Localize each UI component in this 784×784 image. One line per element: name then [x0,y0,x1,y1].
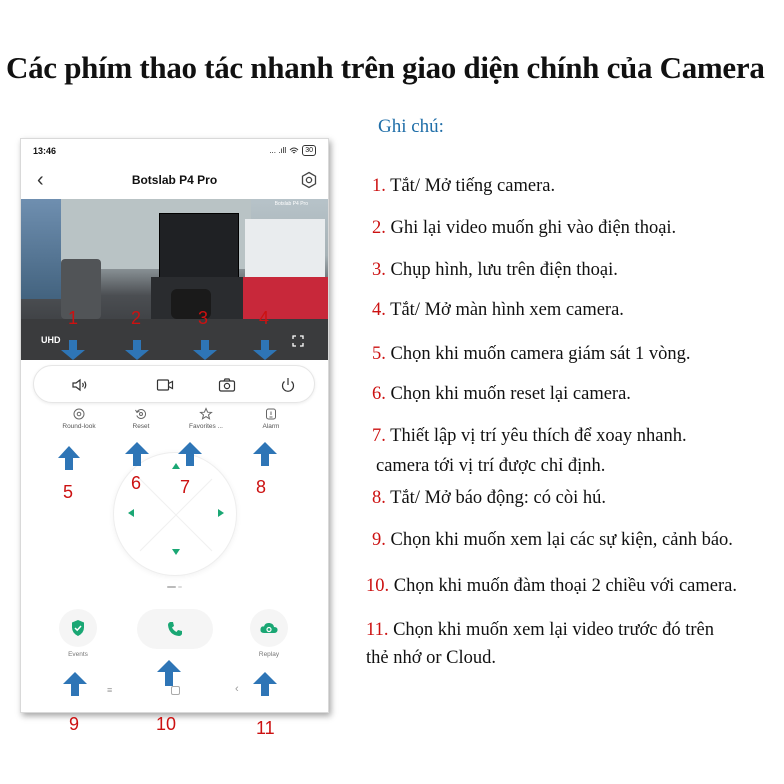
back-button[interactable]: ‹ [37,169,44,191]
alarm-icon [264,407,278,421]
round-look-icon [72,407,86,421]
events-label: Events [68,651,88,658]
status-bar [21,139,328,165]
quick-toolbar [33,365,315,403]
note-8 [372,486,606,510]
note-text: Chọn khi muốn reset lại camera. [385,384,631,404]
note-number: 7. [372,426,386,446]
callout-11: 11 [256,718,275,738]
note-7 [372,424,687,448]
note-2 [372,216,676,240]
wifi-icon [289,147,299,155]
reset-button[interactable] [111,407,171,430]
note-text: Chụp hình, lưu trên điện thoại. [385,260,618,280]
video-scene-chair [61,259,101,319]
favorites-label: Favorites ... [189,423,223,430]
ptz-joystick[interactable] [113,452,237,576]
arrow-right-icon[interactable] [218,509,224,517]
callout-7: 7 [180,477,191,497]
reset-label: Reset [132,423,150,430]
note-10 [366,574,737,598]
signal-icon: ... .ıll [269,146,287,155]
round-look-button[interactable] [49,407,109,430]
app-bar [21,165,328,199]
note-text: Tắt/ Mở tiếng camera. [385,176,556,196]
record-video-icon[interactable] [155,375,175,395]
note-number: 5. [372,344,386,364]
callout-8: 8 [256,477,267,497]
status-icons [269,145,316,156]
note-number: 4. [372,300,386,320]
note-4 [372,298,624,322]
speaker-icon[interactable] [70,375,90,395]
page-dot [178,586,182,588]
replay-label: Replay [258,651,280,658]
arrow-down-icon[interactable] [172,549,180,555]
note-text: Chọn khi muốn xem lại video trước đó trên [388,620,714,640]
note-text: Tắt/ Mở màn hình xem camera. [385,300,624,320]
settings-icon[interactable] [300,171,318,189]
replay-button[interactable] [250,609,288,647]
video-overlay-text: Botslab P4 Pro [274,201,308,207]
note-text: Chọn khi muốn xem lại các sự kiện, cảnh báo. [385,530,733,550]
reset-icon [134,407,148,421]
note-number: 6. [372,384,386,404]
nav-back-icon[interactable]: ‹ [235,683,239,695]
note-text: Tắt/ Mở báo động: có còi hú. [385,488,606,508]
menu-icon[interactable]: ≡ [107,685,113,695]
callout-1: 1 [68,308,79,328]
app-title: Botslab P4 Pro [131,173,218,187]
events-button[interactable] [59,609,97,647]
note-6 [372,382,631,406]
callout-9: 9 [69,714,80,734]
system-navbar [21,683,328,703]
phone-screenshot [20,138,329,713]
power-icon[interactable] [278,375,298,395]
note-3 [372,258,618,282]
page-title: Các phím thao tác nhanh trên giao diện chính của Camera [6,50,765,85]
callout-6: 6 [131,473,142,493]
page-indicator [167,586,183,589]
fullscreen-icon[interactable] [292,335,304,347]
resolution-label[interactable]: UHD [41,335,61,345]
arrow-up-icon[interactable] [172,463,180,469]
cloud-replay-icon [259,620,279,636]
video-scene-window [21,199,61,299]
note-number: 3. [372,260,386,280]
call-button[interactable] [137,609,213,649]
camera-live-view[interactable] [21,199,329,360]
note-text: Ghi lại video muốn ghi vào điện thoại. [385,218,677,238]
note-11 [366,618,714,642]
note-9 [372,528,733,552]
note-number: 8. [372,488,386,508]
callout-4: 4 [259,308,270,328]
callout-2: 2 [131,308,142,328]
round-look-label: Round-look [62,423,96,430]
callout-10: 10 [156,714,177,734]
home-icon[interactable] [171,686,180,695]
note-number: 2. [372,218,386,238]
note-text: Chọn khi muốn camera giám sát 1 vòng. [385,344,691,364]
favorites-button[interactable] [176,407,236,430]
arrow-left-icon[interactable] [128,509,134,517]
alarm-label: Alarm [262,423,280,430]
note-number: 11. [366,620,389,640]
shield-check-icon [70,619,86,637]
callout-5: 5 [63,482,74,502]
alarm-button[interactable] [241,407,301,430]
note-number: 1. [372,176,386,196]
page-dot-active [167,586,176,588]
notes-header: Ghi chú: [378,116,444,137]
note-number: 9. [372,530,386,550]
note-text: Thiết lập vị trí yêu thích để xoay nhanh. [385,426,687,446]
note-7-continued: camera tới vị trí được chỉ định. [376,456,606,476]
star-icon [199,407,213,421]
video-scene-box [245,219,325,279]
note-5 [372,342,691,366]
battery-icon: 30 [302,145,316,156]
phone-icon [166,620,184,638]
note-11-continued: thẻ nhớ or Cloud. [366,648,497,668]
status-time: 13:46 [33,146,57,156]
note-1 [372,174,555,198]
note-number: 10. [366,576,390,596]
note-text: Chọn khi muốn đàm thoại 2 chiều với camera. [389,576,737,596]
callout-3: 3 [198,308,209,328]
camera-snapshot-icon[interactable] [217,375,237,395]
